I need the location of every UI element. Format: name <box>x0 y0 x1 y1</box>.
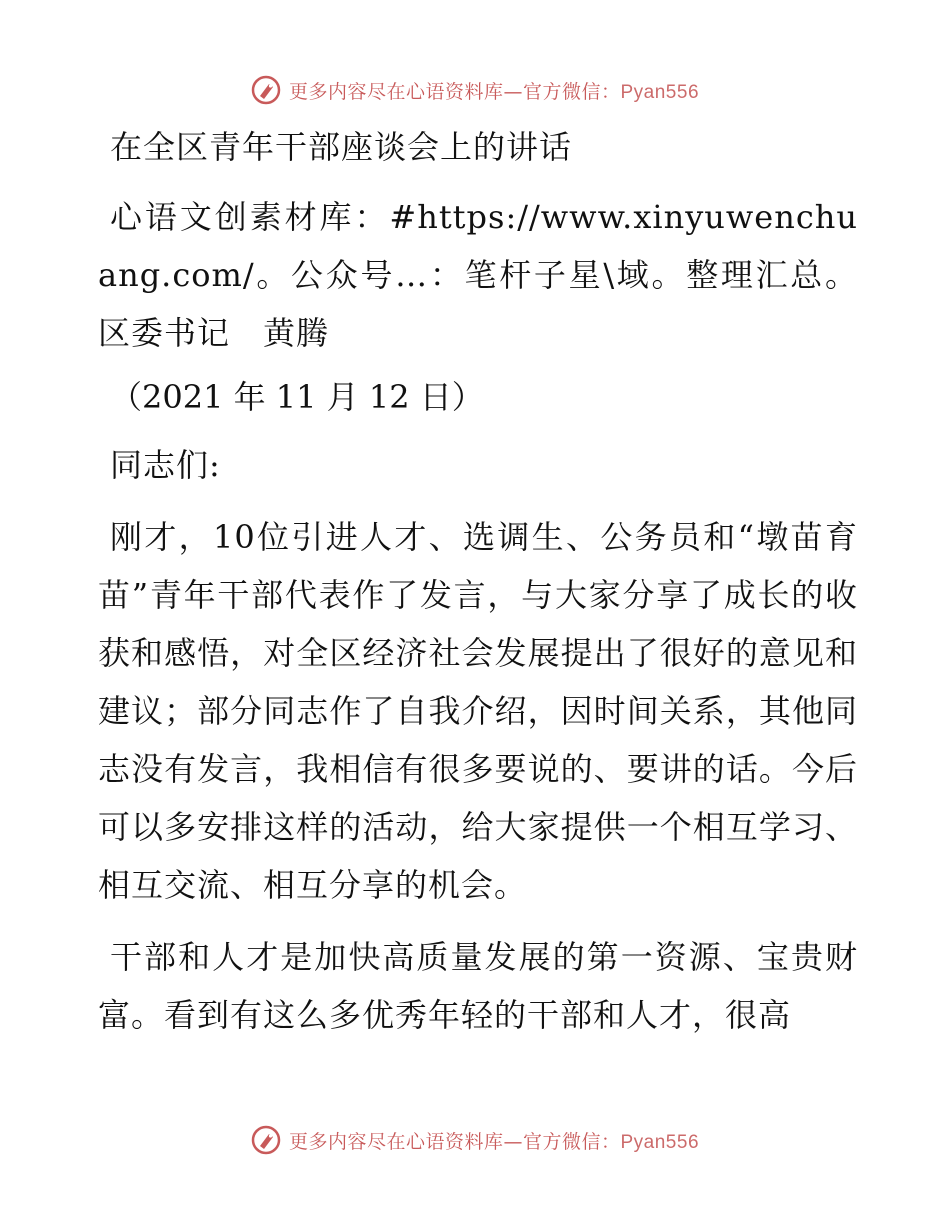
date-text: （2021 年 11 月 12 日） <box>110 378 484 416</box>
watermark-label: 更多内容尽在心语资料库—官方微信： <box>288 80 621 103</box>
body-paragraph-1: 刚才，10位引进人才、选调生、公务员和“墩苗育苗”青年干部代表作了发言，与大家分享了成长的收获和感悟，对全区经济社会发展提出了很好的意见和建议；部分同志作了自我介绍，因时间关系，其他同志没有发言，我相信有很多要说的、要讲的话。今后可以多安排这样的活动，给大家提供一个相互学习、相互交流、相互分享的机会。 <box>98 518 858 904</box>
document-title: 在全区青年干部座谈会上的讲话 <box>110 128 573 166</box>
pen-nib-circle-icon <box>251 75 281 105</box>
pen-nib-circle-icon <box>251 1125 281 1155</box>
document-body <box>98 118 858 1058</box>
footer-watermark-text <box>289 1127 699 1154</box>
watermark-handle: Pyan556 <box>620 1131 700 1153</box>
body-paragraph-2: 干部和人才是加快高质量发展的第一资源、宝贵财富。看到有这么多优秀年轻的干部和人才，很高 <box>98 938 858 1034</box>
document-source-line: 心语文创素材库：#https://www.xinyuwenchuang.com/。公众号…：笔杆子星\域。整理汇总。区委书记 黄腾 <box>98 198 858 352</box>
header-watermark-text <box>289 77 699 104</box>
footer-watermark-banner <box>0 1120 950 1160</box>
header-watermark-banner <box>0 70 950 110</box>
watermark-label: 更多内容尽在心语资料库—官方微信： <box>288 1130 621 1153</box>
watermark-handle: Pyan556 <box>620 81 700 103</box>
document-date <box>98 368 858 426</box>
salutation: 同志们: <box>110 446 221 484</box>
